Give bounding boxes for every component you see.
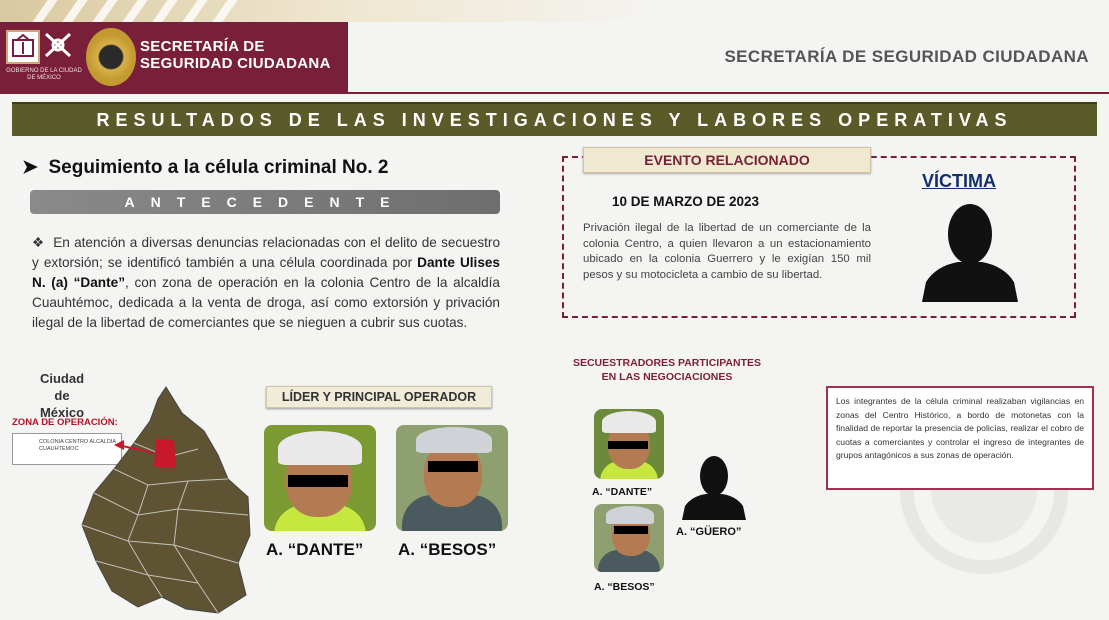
antecedente-header	[30, 190, 500, 214]
besos-photo	[396, 425, 508, 531]
info-box	[826, 386, 1094, 490]
antecedente-paragraph	[32, 233, 500, 333]
leader-label	[266, 386, 492, 408]
secuestrador3-alias: A. “GÜERO”	[676, 526, 742, 538]
leader1-alias: A. “DANTE”	[266, 540, 364, 559]
secuestrador-besos-photo	[594, 504, 664, 572]
antecedente-text-part2: , con zona de operación en la colonia Centro de la alcaldía Cuauhtémoc, dedicada a la venta de droga, así como extorsión y privación ilegal de la libertad de comerciantes que se nieguen a cubrir sus cuotas.	[32, 275, 500, 330]
evento-label-text: EVENTO RELACIONADO	[644, 152, 810, 168]
info-text: Los integrantes de la célula criminal realizaban vigilancias en zonas del Centro Histórico, a bordo de motonetas con la finalidad de reportar la presencia de policías, realizar el cobro de cuotas a comerciantes y controlar el ingreso de integrantes de grupos antagónicos a sus zonas de operación.	[836, 396, 1084, 460]
top-decorative-bar	[0, 0, 1109, 22]
victim-silhouette-icon	[922, 200, 1018, 302]
evento-label	[583, 147, 871, 173]
section-title	[22, 156, 388, 179]
antecedente-label: ANTECEDENTE	[124, 194, 406, 210]
header-title: SECRETARÍA DE SEGURIDAD CIUDADANA	[724, 47, 1089, 66]
antecedente-text-bold: Dante Ulises N. (a) “Dante”	[32, 255, 500, 290]
evento-text: Privación ilegal de la libertad de un comerciante de la colonia Centro, a quien llevaron a un estacionamiento ubicado en la colonia Guerrero y le exigían 150 mil pesos y su motocicleta a cambio de su libertad.	[583, 222, 871, 281]
banner-title: RESULTADOS DE LAS INVESTIGACIONES Y LABORES OPERATIVAS	[96, 110, 1013, 130]
main-banner	[12, 102, 1097, 136]
cdmx-map	[78, 385, 254, 617]
section-title-text: Seguimiento a la célula criminal No. 2	[48, 157, 389, 178]
police-badge-icon	[86, 28, 136, 86]
evento-date: 10 DE MARZO DE 2023	[612, 194, 760, 209]
guero-silhouette-icon	[682, 454, 746, 520]
secuestrador1-alias: A. “DANTE”	[592, 486, 653, 498]
leader-label-text: LÍDER Y PRINCIPAL OPERADOR	[281, 390, 477, 404]
cdmx-emblem-icon	[6, 30, 40, 64]
victima-label: VÍCTIMA	[922, 171, 996, 191]
antecedente-text-part1: En atención a diversas denuncias relacionadas con el delito de secuestro y extorsión; se identificó también a una célula coordinada por	[32, 235, 501, 270]
zona-label: ZONA DE OPERACIÓN:	[12, 417, 118, 428]
zona-detail: COLONIA CENTRO ALCALDÍA CUAUHTÉMOC	[39, 439, 116, 452]
gobierno-text: GOBIERNO DE LA CIUDAD DE MÉXICO	[6, 68, 82, 81]
secuestradores-label: SECUESTRADORES PARTICIPANTES EN LAS NEGOCIACIONES	[572, 357, 762, 383]
diamond-bullet-icon: ❖	[32, 235, 45, 250]
logo-text-line2: SEGURIDAD CIUDADANA	[140, 55, 331, 72]
leader2-alias: A. “BESOS”	[398, 540, 497, 559]
secuestrador2-alias: A. “BESOS”	[594, 581, 655, 593]
dante-photo	[264, 425, 376, 531]
header-divider	[0, 92, 1109, 94]
operation-zone-highlight	[154, 439, 176, 467]
logo-text	[140, 38, 331, 72]
logo-text-line1: SECRETARÍA DE	[140, 38, 265, 55]
cdmx-logo-icon	[42, 30, 74, 60]
ciudad-label: Ciudad de México	[39, 371, 85, 420]
secuestrador-dante-photo	[594, 409, 664, 479]
arrow-bullet-icon: ➤	[22, 157, 38, 178]
